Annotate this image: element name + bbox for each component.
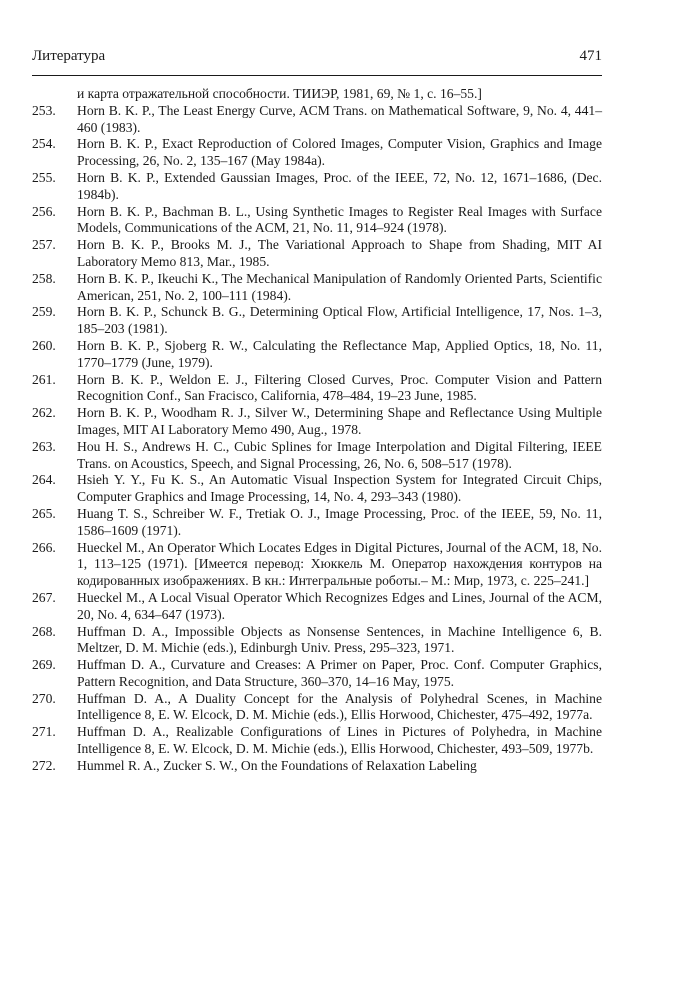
reference-number: 268. [32,623,56,639]
running-header [32,48,602,70]
reference-item [32,372,602,406]
reference-continuation: и карта отражательной способности. ТИИЭР, 1981, 69, № 1, с. 16–55.] [77,86,482,101]
reference-text: Huffman D. A., A Duality Concept for the Analysis of Polyhedral Scenes, in Machine Intelligence 8, E. W. Elcock, D. M. Michie (eds.), Ellis Horwood, Chichester, 475–492, 1977a. [77,690,602,723]
reference-text: Huffman D. A., Impossible Objects as Nonsense Sentences, in Machine Intelligence 6, B. Meltzer, D. M. Michie (eds.), Edinburgh Univ. Press, 295–323, 1971. [77,623,602,656]
reference-text: Horn B. K. P., The Least Energy Curve, ACM Trans. on Mathematical Software, 9, No. 4, 441–460 (1983). [77,102,602,135]
reference-text: Horn B. K. P., Woodham R. J., Silver W., Determining Shape and Reflectance Using Multiple Images, MIT AI Laboratory Memo 490, Aug., 1978. [77,405,602,437]
reference-number: 259. [32,304,56,320]
reference-number: 261. [32,371,56,387]
reference-number: 255. [32,169,56,185]
reference-item [32,540,602,590]
reference-number: 260. [32,337,56,353]
reference-list [32,86,602,775]
reference-text: Hueckel M., A Local Visual Operator Which Recognizes Edges and Lines, Journal of the ACM, 20, No. 4, 634–647 (1973). [77,589,602,622]
section-title: Литература [32,48,106,64]
reference-number: 264. [32,472,56,488]
reference-item [32,506,602,540]
reference-text: Hummel R. A., Zucker S. W., On the Foundations of Relaxation Labeling [77,757,477,773]
reference-number: 262. [32,405,56,421]
reference-text: Huffman D. A., Curvature and Creases: A Primer on Paper, Proc. Conf. Computer Graphics, Pattern Recognition, and Data Structure, 360–370, 14–16 May, 1975. [77,657,602,689]
reference-number: 270. [32,690,56,706]
reference-item [32,624,602,658]
reference-item [32,237,602,271]
reference-number: 257. [32,237,56,253]
reference-text: Hsieh Y. Y., Fu K. S., An Automatic Visual Inspection System for Integrated Circuit Chips, Computer Graphics and Image Processing, 14, No. 4, 293–343 (1980). [77,472,602,505]
reference-text: Horn B. K. P., Weldon E. J., Filtering Closed Curves, Proc. Computer Vision and Pattern Recognition Conf., San Fracisco, California, 478–484, 19–23 June, 1985. [77,371,602,404]
reference-item [32,204,602,238]
reference-number: 266. [32,539,56,555]
reference-number: 258. [32,270,56,286]
reference-item [32,657,602,691]
reference-text: Horn B. K. P., Extended Gaussian Images, Proc. of the IEEE, 72, No. 12, 1671–1686, (Dec. 1984b). [77,169,602,202]
reference-item [32,472,602,506]
reference-text: Hou H. S., Andrews H. C., Cubic Splines for Image Interpolation and Digital Filtering, IEEE Trans. on Acoustics, Speech, and Signal Processing, 26, No. 6, 508–517 (1978). [77,438,602,471]
reference-item [32,691,602,725]
reference-number: 265. [32,505,56,521]
reference-item [32,170,602,204]
reference-text: Hueckel M., An Operator Which Locates Edges in Digital Pictures, Journal of the ACM, 18, No. 1, 113–125 (1971). [Имеется перевод: Хюккель М. Оператор нахождения контуров на кодированных изображениях. В кн.: Интегральные роботы.– М.: Мир, 1973, с. 225–241.] [77,539,602,589]
reference-number: 271. [32,724,56,740]
reference-item [32,724,602,758]
reference-number: 256. [32,203,56,219]
reference-item [32,338,602,372]
reference-text: Huang T. S., Schreiber W. F., Tretiak O. J., Image Processing, Proc. of the IEEE, 59, No. 11, 1586–1609 (1971). [77,505,602,538]
page-number: 471 [579,48,602,64]
reference-number: 269. [32,657,56,673]
reference-number: 263. [32,438,56,454]
reference-item [32,439,602,473]
reference-text: Horn B. K. P., Exact Reproduction of Colored Images, Computer Vision, Graphics and Image Processing, 26, No. 2, 135–167 (May 1984a). [77,136,602,169]
reference-item [32,405,602,439]
reference-item [32,304,602,338]
reference-number: 267. [32,589,56,605]
reference-text: Horn B. K. P., Bachman B. L., Using Synthetic Images to Register Real Images with Surface Models, Communications of the ACM, 21, No. 11, 914–924 (1978). [77,203,602,236]
reference-text: Horn B. K. P., Schunck B. G., Determining Optical Flow, Artificial Intelligence, 17, Nos. 1–3, 185–203 (1981). [77,304,602,337]
reference-text: Horn B. K. P., Sjoberg R. W., Calculating the Reflectance Map, Applied Optics, 18, No. 11, 1770–1779 (June, 1979). [77,337,602,370]
reference-text: Huffman D. A., Realizable Configurations of Lines in Pictures of Polyhedra, in Machine Intelligence 8, E. W. Elcock, D. M. Michie (eds.), Ellis Horwood, Chichester, 493–509, 1977b. [77,724,602,757]
reference-item [32,136,602,170]
reference-number: 253. [32,102,56,118]
reference-text: Horn B. K. P., Brooks M. J., The Variational Approach to Shape from Shading, MIT AI Laboratory Memo 813, Mar., 1985. [77,237,602,269]
reference-item [32,590,602,624]
reference-item [32,103,602,137]
reference-text: Horn B. K. P., Ikeuchi K., The Mechanical Manipulation of Randomly Oriented Parts, Scientific American, 251, No. 2, 100–111 (1984). [77,270,602,303]
header-rule [32,75,602,76]
reference-number: 272. [32,757,56,773]
reference-number: 254. [32,136,56,152]
reference-item [32,758,602,775]
reference-item [32,271,602,305]
